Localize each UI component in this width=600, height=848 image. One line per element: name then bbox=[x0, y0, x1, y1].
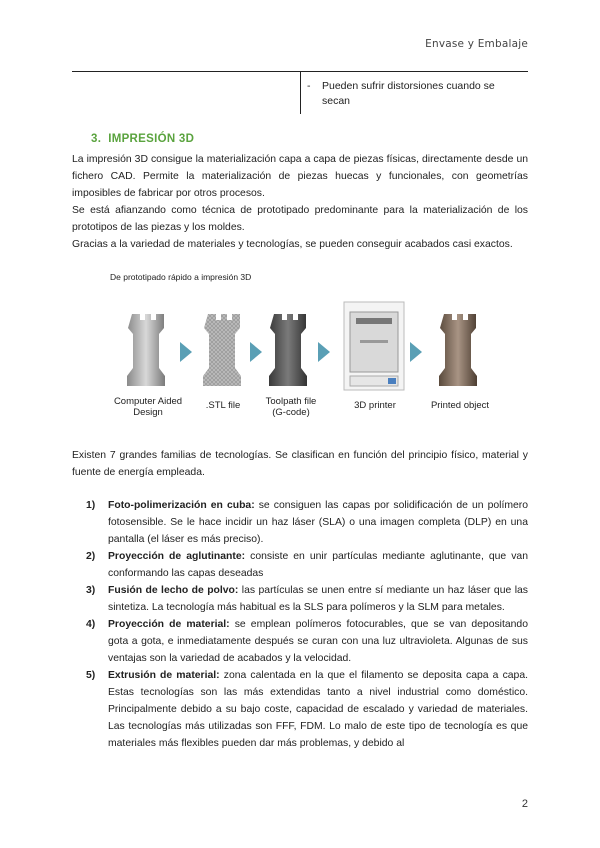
arrow-icon bbox=[410, 342, 422, 362]
technology-list bbox=[86, 497, 528, 752]
list-item-title: Proyección de material: bbox=[108, 619, 230, 630]
list-item-title: Fusión de lecho de polvo: bbox=[108, 585, 239, 596]
list-item-text: se consiguen las capas por solidificación de un polímero fotosensible. Se le hace incidir un haz láser (SLA) o una imagen completa (DLP) en una pantalla (el láser es más preciso). bbox=[108, 500, 528, 545]
table-cell bbox=[307, 79, 522, 109]
figure-caption: De prototipado rápido a impresión 3D bbox=[110, 272, 252, 282]
list-item-text: zona calentada en la que el filamento se deposita capa a capa. Estas tecnologías son las más extendidas tanto a nivel industrial como doméstico. Principalmente debido a su bajo coste, capacidad de escalado y variedad de materiales. Las tecnologías más utilizadas son FFF, FDM. Lo malo de este tipo de tecnología es que materiales más flexibles pueden dar más problemas, y debido al bbox=[108, 670, 528, 749]
section-title bbox=[91, 133, 194, 145]
section-title-text: IMPRESIÓN 3D bbox=[108, 133, 195, 145]
label-toolpath: Toolpath file (G-code) bbox=[265, 396, 317, 418]
printer-image bbox=[342, 300, 406, 392]
list-number: 2) bbox=[86, 551, 96, 562]
page-header: Envase y Embalaje bbox=[425, 38, 528, 50]
list-item-text: se emplean polímeros fotocurables, que se van depositando gota a gota, e inmediatamente después se curan con una luz ultravioleta. Algunas de sus ventajas son la variedad de acabados y la velocidad. bbox=[108, 619, 528, 664]
list-item bbox=[86, 582, 528, 616]
label-stl: .STL file bbox=[205, 400, 241, 411]
list-item-title: Extrusión de material: bbox=[108, 670, 220, 681]
label-printer: 3D printer bbox=[354, 400, 396, 411]
list-item-title: Foto-polimerización en cuba: bbox=[108, 500, 255, 511]
list-number: 3) bbox=[86, 585, 96, 596]
list-number: 1) bbox=[86, 500, 96, 511]
label-cad: Computer Aided Design bbox=[113, 396, 183, 418]
paragraph-2: Se está afianzando como técnica de prototipado predominante para la materialización de los prototipos de las piezas y los moldes. bbox=[72, 205, 528, 233]
cad-rook-image bbox=[124, 310, 172, 394]
bullet-dash: - bbox=[307, 80, 311, 92]
paragraph-families: Existen 7 grandes familias de tecnologías. Se clasifican en función del principio físico, material y fuente de energía empleada. bbox=[72, 450, 528, 478]
list-item-title: Proyección de aglutinante: bbox=[108, 551, 246, 562]
list-item-text: las partículas se unen entre sí mediante un haz láser que las sintetiza. La tecnología más habitual es la SLS para polímeros y la SLM para metales. bbox=[108, 585, 528, 613]
list-item-text: consiste en unir partículas mediante aglutinante, que van conformando las capas deseadas bbox=[108, 551, 528, 579]
arrow-icon bbox=[318, 342, 330, 362]
list-item bbox=[86, 497, 528, 548]
arrow-icon bbox=[180, 342, 192, 362]
list-item bbox=[86, 667, 528, 752]
section-number: 3. bbox=[91, 133, 102, 145]
stl-rook-image bbox=[200, 310, 248, 394]
paragraph-3: Gracias a la variedad de materiales y tecnologías, se pueden conseguir acabados casi exactos. bbox=[72, 239, 513, 250]
process-figure bbox=[110, 272, 490, 422]
list-number: 4) bbox=[86, 619, 96, 630]
label-printed: Printed object bbox=[430, 400, 490, 411]
table-fragment bbox=[72, 71, 528, 114]
toolpath-rook-image bbox=[266, 310, 314, 394]
list-number: 5) bbox=[86, 670, 96, 681]
table-divider bbox=[300, 72, 301, 114]
list-item bbox=[86, 616, 528, 667]
arrow-icon bbox=[250, 342, 262, 362]
page-number: 2 bbox=[521, 798, 528, 810]
table-cell-text: Pueden sufrir distorsiones cuando se secan bbox=[322, 80, 495, 107]
list-item bbox=[86, 548, 528, 582]
printed-rook-image bbox=[436, 310, 484, 394]
paragraph-1: La impresión 3D consigue la materialización capa a capa de piezas físicas, directamente desde un fichero CAD. Permite la materialización de piezas huecas y funcionales, con geometrías imposibles de fabricar por otros procesos. bbox=[72, 154, 528, 199]
